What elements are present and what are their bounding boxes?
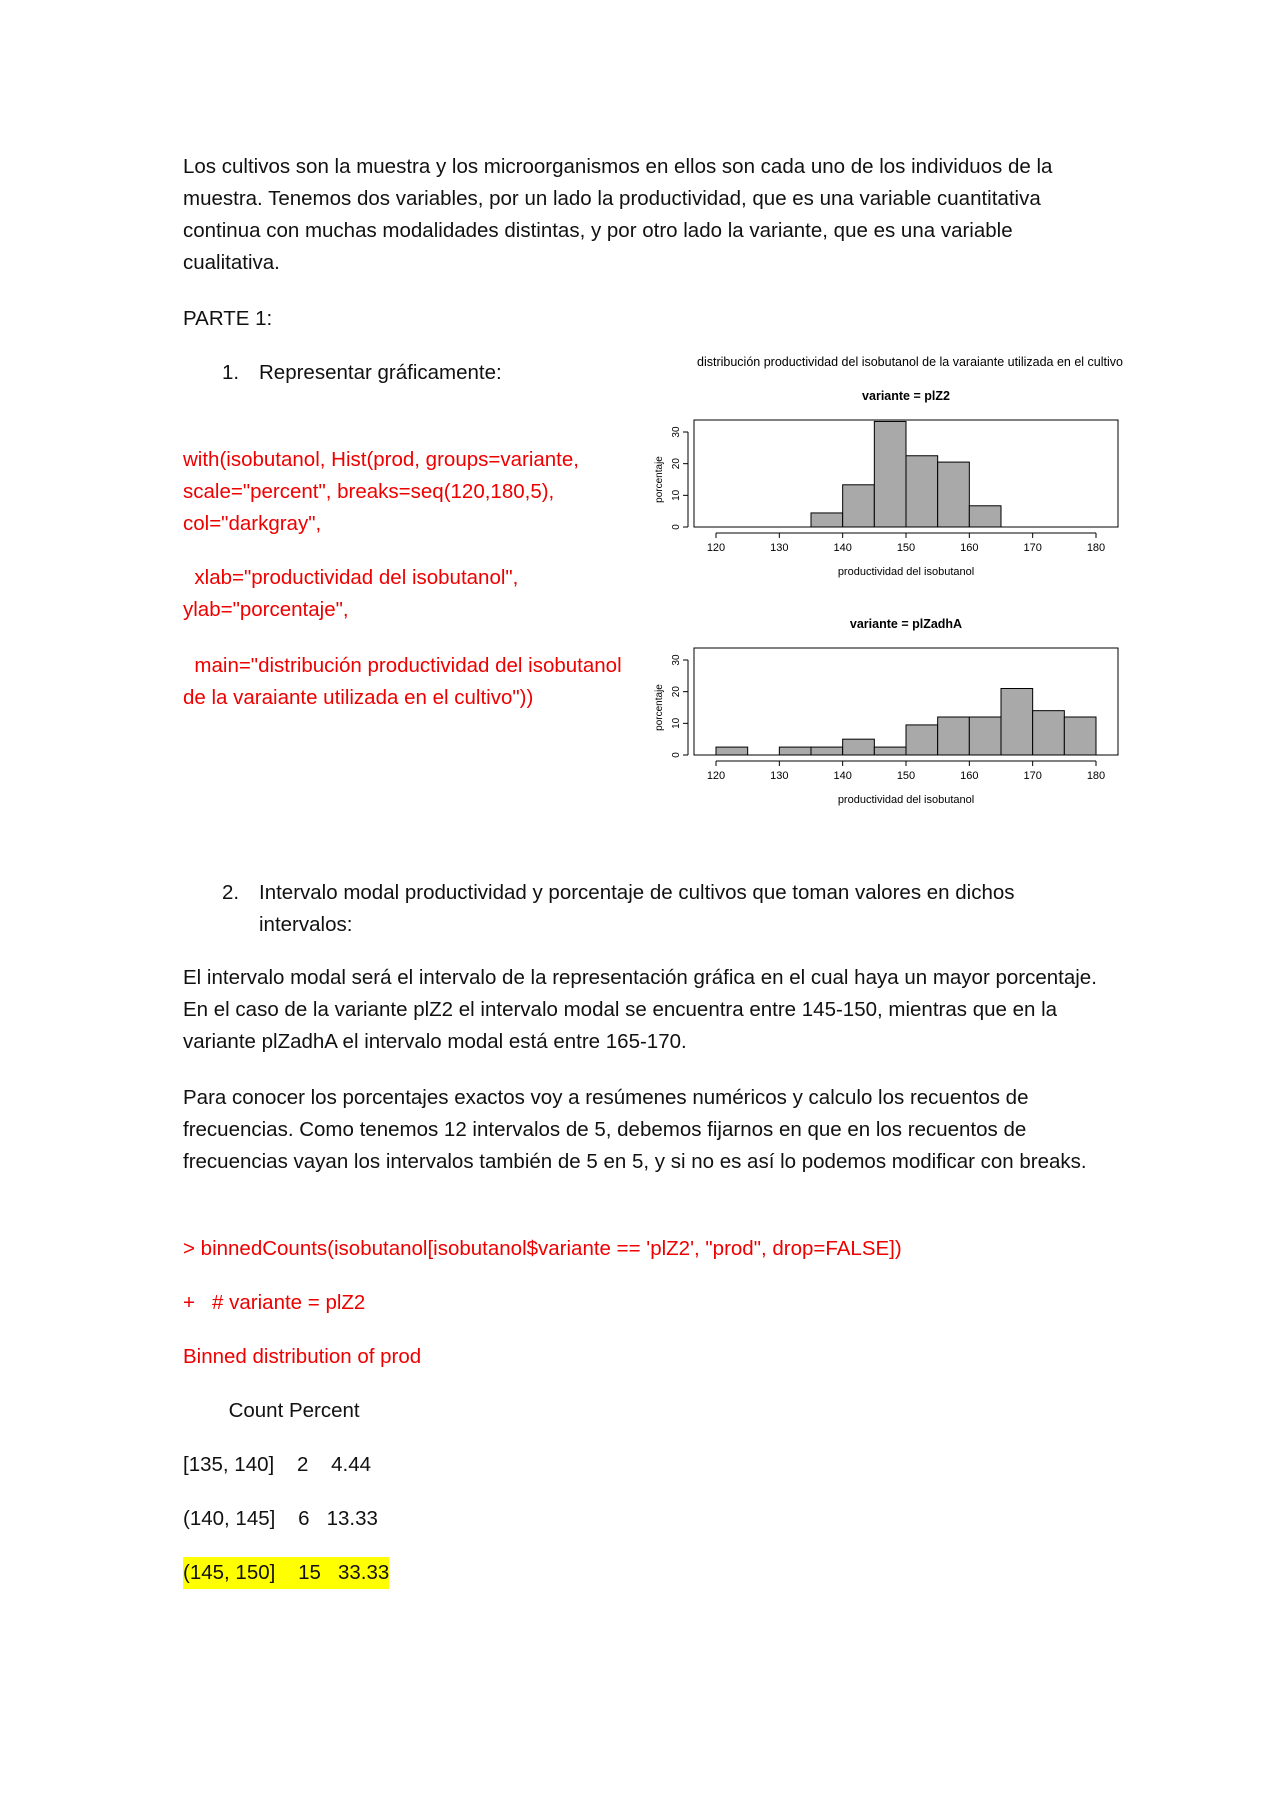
y-axis-label: porcentaje (654, 456, 665, 503)
y-tick-label: 30 (671, 654, 682, 666)
x-tick-label: 170 (1023, 542, 1042, 554)
histogram-bar (716, 747, 748, 755)
histogram-bar (969, 717, 1001, 755)
panel-title: variante = plZ2 (862, 389, 950, 403)
histogram-bar (874, 421, 906, 527)
x-tick-label: 180 (1086, 770, 1106, 782)
x-tick-label: 120 (706, 770, 726, 782)
table-row: (140, 145] 6 13.33 (183, 1507, 378, 1530)
intro-paragraph: Los cultivos son la muestra y los microorganismos en ellos son cada uno de los individuos de la muestra. Tenemos dos variables, por un lado la productividad, que es una variable cuantitativa continua con muchas modalidades distintas, y por otro lado la variante, que es una variable cualitativa. (183, 155, 1053, 274)
histogram-bar (874, 747, 906, 755)
y-tick-label: 20 (671, 458, 682, 470)
panel-plzadha (654, 617, 1118, 806)
histogram-svg (654, 350, 1160, 830)
code-line-1: with(isobutanol, Hist(prod, groups=variante, scale="percent", breaks=seq(120,180,5), col="darkgray", (183, 448, 579, 535)
table-row: [135, 140] 2 4.44 (183, 1453, 372, 1476)
histogram-bar (969, 506, 1001, 527)
histogram-bar (938, 462, 970, 527)
modal-interval-paragraph: El intervalo modal será el intervalo de la representación gráfica en el cual haya un mayor porcentaje. En el caso de la variante plZ2 el intervalo modal se encuentra entre 145-150, mientras que en la variante plZadhA el intervalo modal está entre 165-170. (183, 966, 1097, 1053)
r-command: > binnedCounts(isobutanol[isobutanol$variante == 'plZ2', "prod", drop=FALSE]) (183, 1237, 902, 1260)
histogram-bar (811, 513, 843, 527)
panel-plz2 (654, 389, 1118, 578)
list-item-2-text: Intervalo modal productividad y porcentaje de cultivos que toman valores en dichos intervalos: (259, 881, 1015, 936)
figure-main-title: distribución productividad del isobutanol de la varaiante utilizada en el cultivo (697, 355, 1123, 369)
code-line-3: main="distribución productividad del isobutanol de la varaiante utilizada en el cultivo")) (183, 654, 628, 709)
percentages-paragraph: Para conocer los porcentajes exactos voy a resúmenes numéricos y calculo los recuentos de frecuencias. Como tenemos 12 intervalos de 5, debemos fijarnos en que en los recuentos de frecuencias vayan los intervalos también de 5 en 5, y si no es así lo podemos modificar con breaks. (183, 1086, 1087, 1173)
histogram-bar (906, 456, 938, 527)
x-axis-label: productividad del isobutanol (837, 794, 975, 806)
list-item-1-text: Representar gráficamente: (259, 361, 502, 384)
x-tick-label: 130 (770, 542, 789, 554)
y-axis-label: porcentaje (654, 684, 665, 731)
table-row-highlighted: (145, 150] 15 33.33 (183, 1557, 389, 1589)
panel-title: variante = plZadhA (849, 617, 963, 631)
y-tick-label: 0 (671, 752, 682, 758)
list-number-2: 2. (222, 881, 240, 904)
x-axis-label: productividad del isobutanol (837, 566, 975, 578)
x-tick-label: 140 (833, 770, 852, 782)
histogram-bar (906, 725, 938, 755)
y-tick-label: 0 (671, 524, 682, 530)
histogram-bar (1064, 717, 1096, 755)
section-heading: PARTE 1: (183, 307, 273, 330)
histogram-bar (811, 747, 843, 755)
binned-title: Binned distribution of prod (183, 1345, 422, 1368)
x-tick-label: 130 (770, 770, 789, 782)
y-tick-label: 10 (671, 717, 682, 729)
x-tick-label: 150 (896, 770, 916, 782)
x-tick-label: 150 (896, 542, 916, 554)
code-line-2: xlab="productividad del isobutanol", ylab="porcentaje", (183, 566, 525, 621)
x-tick-label: 160 (960, 770, 979, 782)
x-tick-label: 180 (1086, 542, 1106, 554)
histogram-bar (843, 739, 875, 755)
histogram-bar (938, 717, 970, 755)
y-tick-label: 10 (671, 489, 682, 501)
x-tick-label: 160 (960, 542, 979, 554)
y-tick-label: 30 (671, 426, 682, 438)
list-number-1: 1. (222, 361, 240, 384)
histogram-bar (1033, 711, 1065, 755)
histogram-bar (779, 747, 811, 755)
histogram-bar (843, 485, 875, 527)
histogram-figure (654, 350, 1160, 830)
x-tick-label: 120 (706, 542, 726, 554)
histogram-bar (1001, 689, 1033, 756)
y-tick-label: 20 (671, 686, 682, 698)
table-header: Count Percent (183, 1399, 360, 1422)
x-tick-label: 170 (1023, 770, 1042, 782)
r-comment: + # variante = plZ2 (183, 1291, 366, 1314)
x-tick-label: 140 (833, 542, 852, 554)
